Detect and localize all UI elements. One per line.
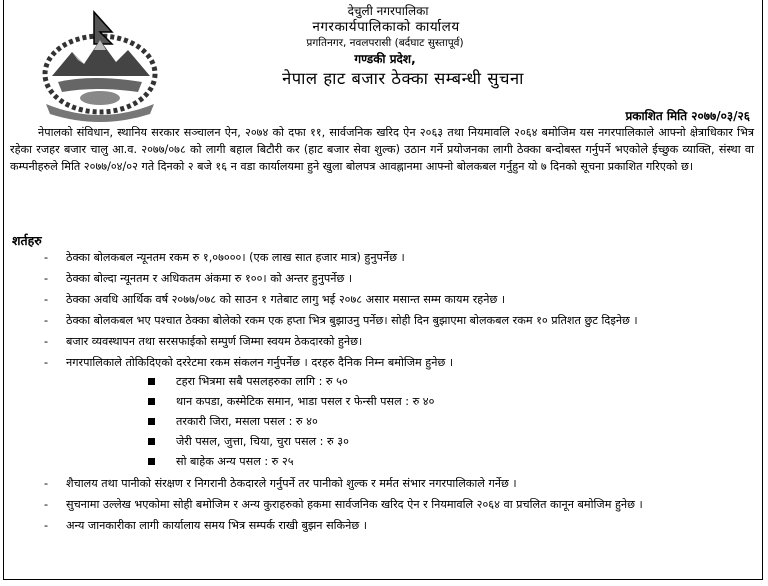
- office-address: प्रगतिनगर, नवलपरासी (बर्दघाट सुस्तापूर्व): [306, 37, 464, 49]
- term-item: - ठेक्का बोल्दा न्यूनतम र अधिकतम अंकमा रु १००। को अन्तर हुनुपर्नेछ ।: [44, 272, 353, 285]
- term-item: - नगरपालिकाले तोकिदिएको दररेटमा रकम संकलन गर्नुपर्नेछ । दरहरु दैनिक निम्न बमोजिम हुनेछ । टहरा भित्रमा सबै पसलहरुका लागि : रु ५० थान कपडा, कस्मेटिक समान, भाडा पसल र फेन्सी पसल : रु ४० तरकारी जिरा, मसला पसल : रु ४० जेरी पसल, जुत्ता, चिया, चुरा पसल : रु ३० सो बाहेक अन्य पसल : रु २५: [4, 354, 754, 471]
- notice-header: [4, 4, 762, 90]
- terms-heading: शर्तहरु: [12, 233, 42, 248]
- rate-item: सो बाहेक अन्य पसल : रु २५: [66, 453, 754, 471]
- term-item: - बजार व्यवस्थापन तथा सरसफाईको सम्पुर्ण जिम्मा स्वयम ठेकदारको हुनेछ।: [44, 335, 363, 348]
- published-date: प्रकाशित मिति २०७७/०३/२६: [625, 109, 750, 123]
- notice-title: नेपाल हाट बजार ठेक्का सम्बन्धी सुचना: [282, 69, 524, 88]
- rate-item: जेरी पसल, जुत्ता, चिया, चुरा पसल : रु ३०: [66, 433, 754, 451]
- term-item: - शैचालय तथा पानीको संरक्षण र निगरानी ठेकदारले गर्नुपर्ने तर पानीको शुल्क र मर्मत संभार नगरपालिकाले गर्नेछ ।: [44, 477, 517, 490]
- rate-item: टहरा भित्रमा सबै पसलहरुका लागि : रु ५०: [66, 373, 754, 391]
- term-item: - ठेक्का अवधि आर्थिक वर्ष २०७७/०७८ को साउन १ गतेबाट लागु भई २०७८ असार मसान्त सम्म कायम रहनेछ ।: [44, 293, 506, 306]
- terms-list: [4, 249, 754, 538]
- square-bullet-icon: [148, 398, 155, 405]
- square-bullet-icon: [148, 458, 155, 465]
- rate-item: थान कपडा, कस्मेटिक समान, भाडा पसल र फेन्सी पसल : रु ४०: [66, 393, 754, 411]
- rate-item: तरकारी जिरा, मसला पसल : रु ४०: [66, 413, 754, 431]
- square-bullet-icon: [148, 418, 155, 425]
- term-item: - अन्य जानकारीका लागी कार्यालाय समय भित्र सम्पर्क राखी बुझन सकिनेछ ।: [44, 519, 367, 532]
- notice-intro-paragraph: नेपालको संविधान, स्थानिय सरकार सञ्चालन ऐन, २०७४ को दफा ११, सार्वजनिक खरिद ऐन २०६३ तथा नियमावलि २०६४ बमोजिम यस नगरपालिकाले आफ्नो क्षेत्राधिकार भित्र रहेका रजहर बजार चालु आ.व. २०७७/०७८ को लागी बहाल बिटौरी कर (हाट बजार सेवा शुल्क) उठान गर्ने प्रयोजनका लागी ठेक्का बन्दोबस्त गर्नुपर्ने भएकोले ईच्छुक व्याक्ति, संस्था वा कम्पनीहरुले मिति २०७७/०४/०२ गते दिनको २ बजे १६ न वडा कार्यालयमा हुने खुला बोलपत्र आवह्नानमा आफ्नो बोलकबल गर्नुहुन यो ७ दिनको सूचना प्रकाशित गरिएको छ।: [10, 126, 754, 173]
- municipality-name: देचुली नगरपालिका: [347, 4, 429, 18]
- notice-page: [3, 0, 763, 580]
- rates-list: [66, 373, 754, 471]
- square-bullet-icon: [148, 438, 155, 445]
- square-bullet-icon: [148, 378, 155, 385]
- term-item: - सुचनामा उल्लेख भएकोमा सोही बमोजिम र अन्य कुराहरुको हकमा सार्वजनिक खरिद ऐन र नियमावलि २०६४ वा प्रचलित कानून बमोजिम हुनेछ ।: [44, 498, 643, 511]
- term-item: - ठेक्का बोलकबल भए पश्चात ठेक्का बोलेको रकम एक हप्ता भित्र बुझाउनु पर्नेछ। सोही दिन बुझाएमा बोलकबल रकम १० प्रतिशत छुट दिइनेछ ।: [44, 314, 638, 327]
- term-item: - ठेक्का बोलकबल न्यूनतम रकम रु १,०७०००। (एक लाख सात हजार मात्र) हुनुपर्नेछ ।: [44, 251, 405, 264]
- office-name: नगरकार्यपालिकाको कार्यालय: [312, 19, 460, 35]
- province-name: गण्डकी प्रदेश,: [354, 52, 416, 66]
